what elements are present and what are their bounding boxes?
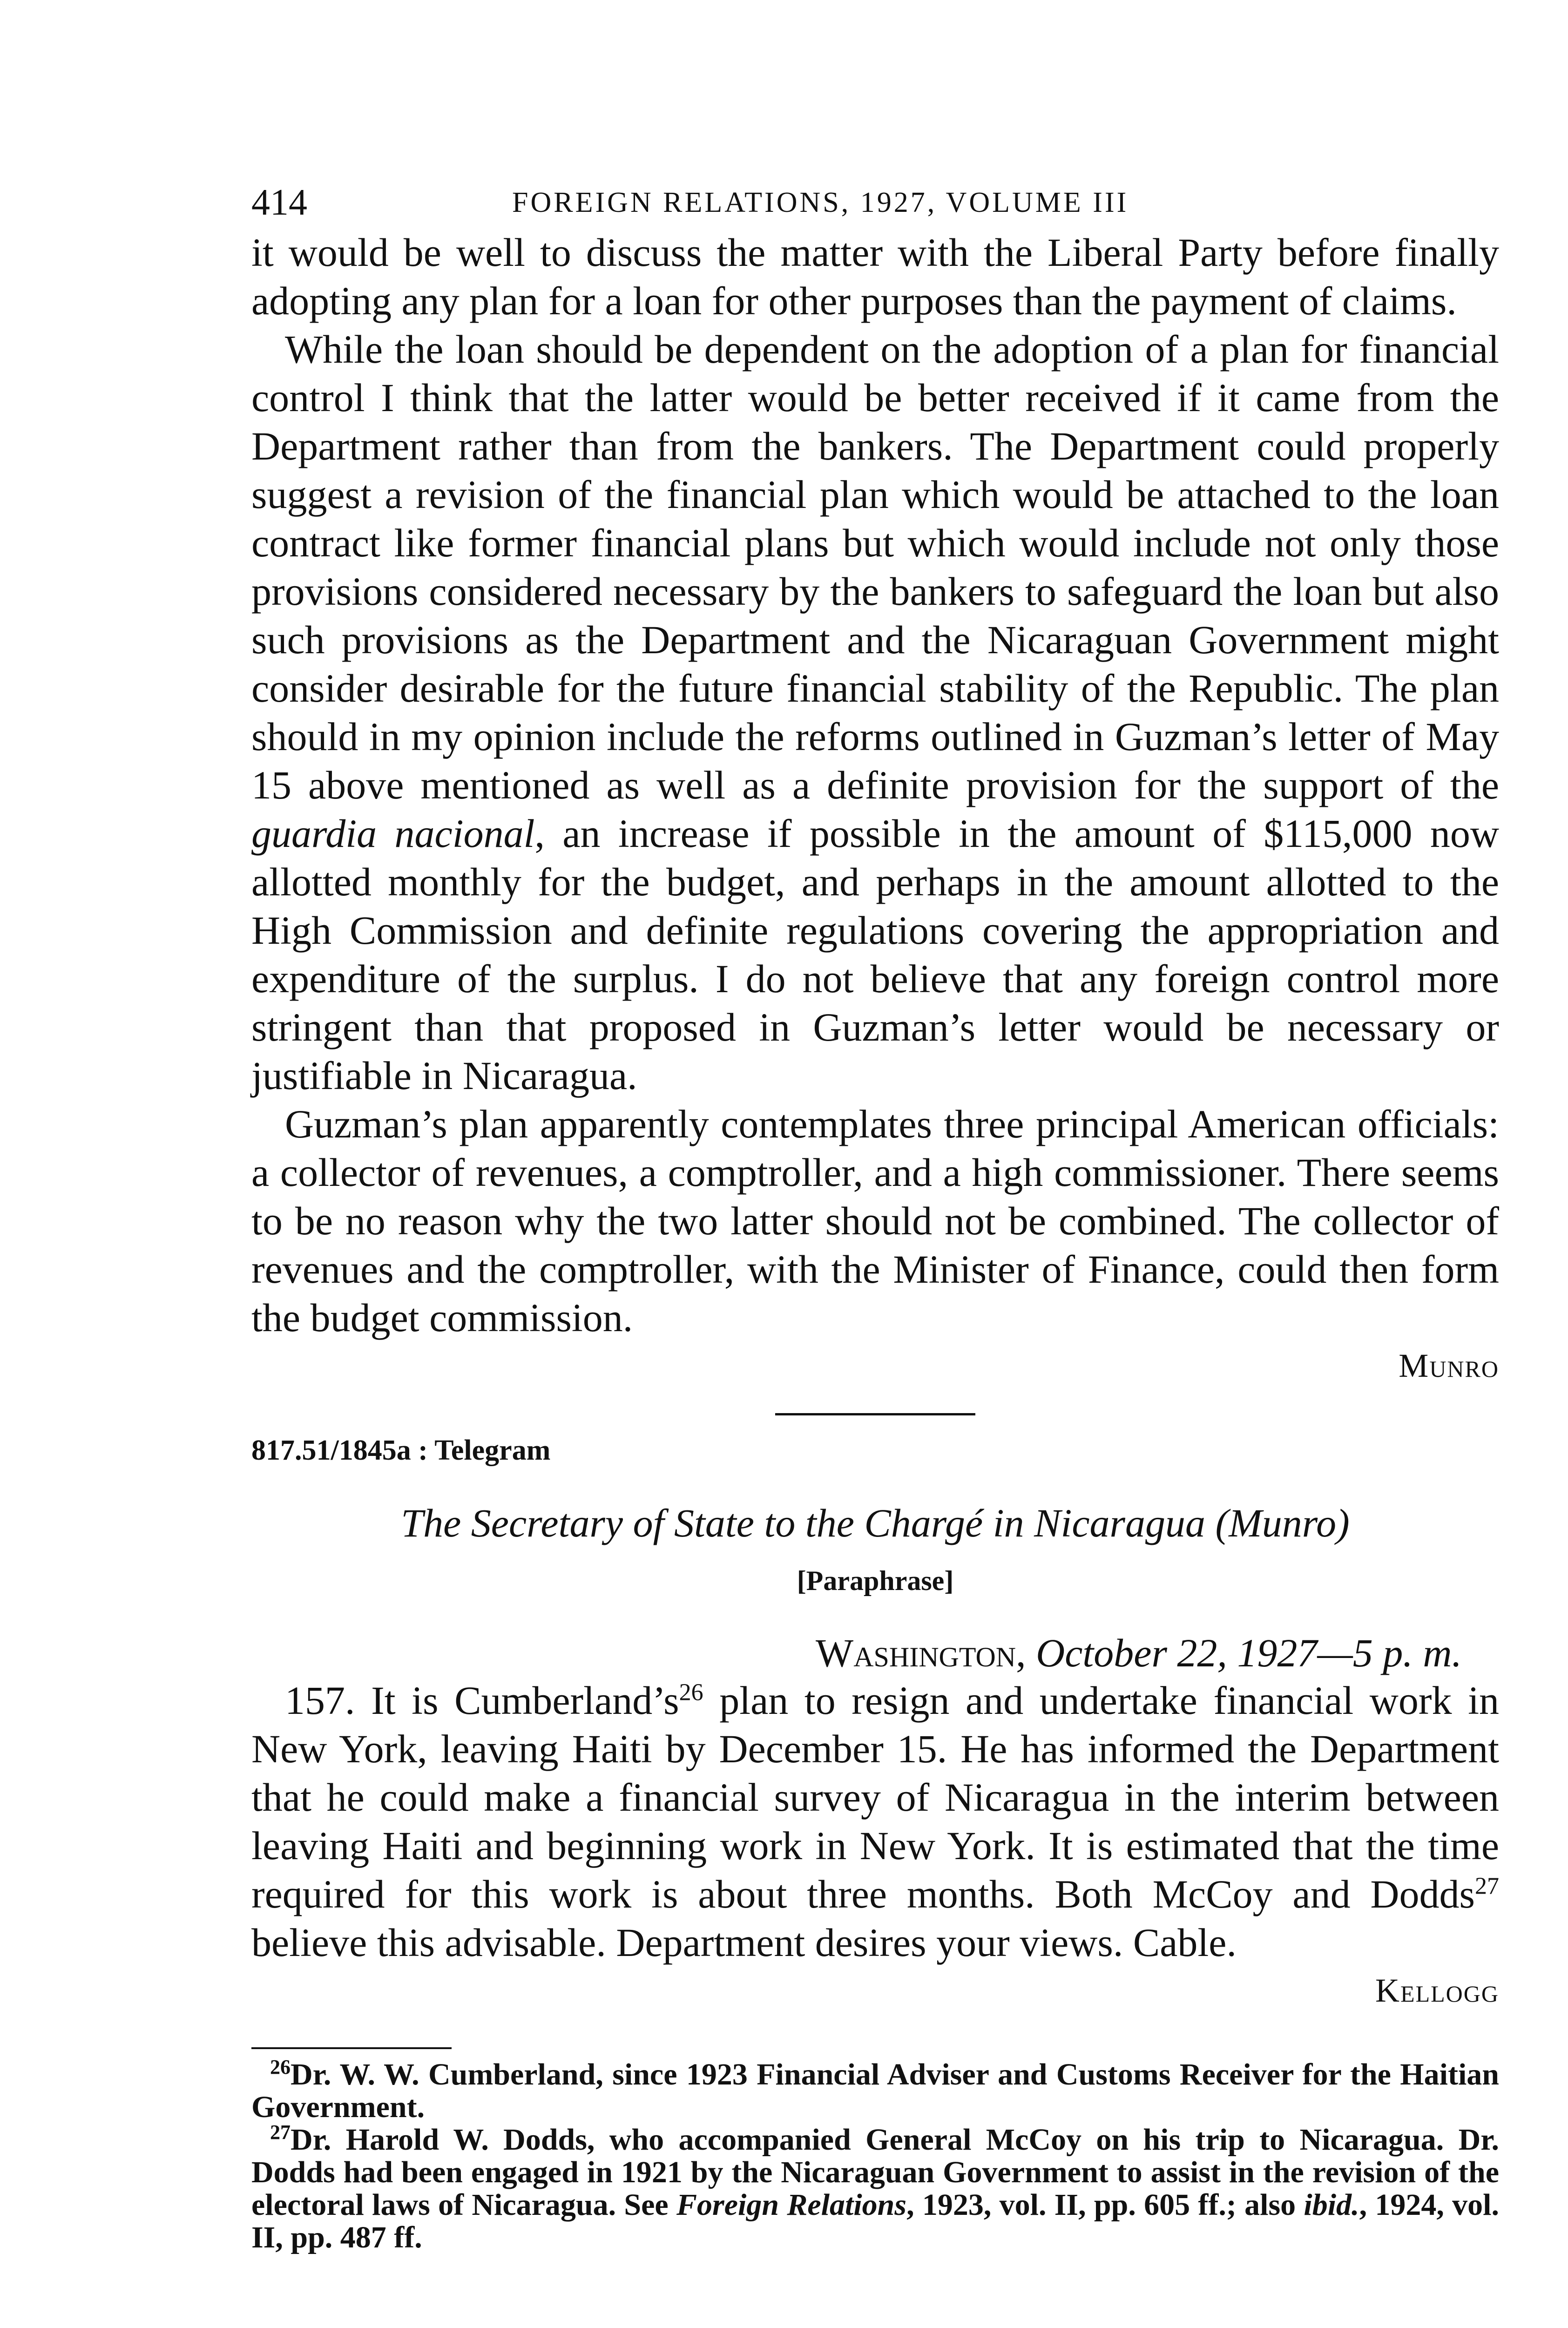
telegram-file-reference: 817.51/1845a : Telegram xyxy=(251,1435,551,1466)
footnote-ref-27: 27 xyxy=(1475,1873,1499,1900)
footnote-27-text-b: , 1923, vol. xyxy=(906,2188,1054,2222)
footnote-27-text-d: , 1924, vol. xyxy=(1359,2188,1499,2222)
telegram-body xyxy=(251,1676,1499,1967)
footnotes xyxy=(251,2058,1499,2254)
page-header xyxy=(251,172,1499,228)
telegram-title-recipient: (Munro) xyxy=(1215,1501,1350,1545)
memo-paragraph-2 xyxy=(251,325,1499,1100)
telegram-body-b: plan to resign and undertake financial work in New York, leaving Haiti by December 15. He has informed the Department that he could make a financial survey of Nicaragua in the interim between leaving Haiti and beginning work in New York. It is estimated that the time required for this work is about three months. Both McCoy and Dodds xyxy=(251,1678,1500,1916)
footnote-27-text-a: Dr. Harold W. Dodds, who accompanied General McCoy on his trip to Nicaragua. Dr. Dodds had been engaged in 1921 by the Nicaraguan Government to assist in the revision of the electoral laws of Nicaragua. See xyxy=(251,2123,1499,2222)
memo-paragraph-2-text: While the loan should be dependent on the adoption of a plan for financial control I think that the latter would be better received if it came from the Department rather than from the bankers. The Department could properly suggest a revision of the financial plan which would be attached to the loan contract like former financial plans but which would include not only those provisions considered necessary by the bankers to safeguard the loan but also such provisions as the Department and the Nicaraguan Government might consider desirable for the future financial stability of the Republic. The plan should in my opinion include the reforms outlined in Guzman’s letter of May 15 above mentioned as well as a definite provision for the support of the xyxy=(251,327,1499,807)
footnote-27-text-c: , pp. 605 ff.; also xyxy=(1078,2188,1304,2222)
telegram-paragraph xyxy=(251,1676,1499,1967)
footnote-27-italic-1: Foreign Relations xyxy=(676,2188,907,2222)
footnote-27-vol-2: II xyxy=(251,2220,276,2254)
guardia-nacional-term: guardia nacional xyxy=(251,811,535,856)
telegram-body-a: 157. It is Cumberland’s xyxy=(285,1678,679,1723)
footnote-26 xyxy=(251,2058,1499,2124)
memo-paragraph-1: it would be well to discuss the matter with the Liberal Party before finally adopting any plan for a loan for other purposes than the payment of claims. xyxy=(251,230,1499,323)
footnote-27-vol-1: II xyxy=(1054,2188,1079,2222)
dateline-date: October 22, 1927—5 p. m. xyxy=(1036,1631,1462,1675)
footnote-26-text: Dr. W. W. Cumberland, since 1923 Financial Adviser and Customs Receiver for the Haitian Government. xyxy=(251,2057,1499,2124)
footnote-27 xyxy=(251,2121,1499,2254)
telegram-signature: Kellogg xyxy=(1375,1972,1499,2009)
telegram-title-text: The Secretary of State to the Chargé in Nicaragua xyxy=(401,1501,1206,1545)
dateline-place: Washington, xyxy=(816,1631,1026,1675)
telegram-body-c: believe this advisable. Department desires your views. Cable. xyxy=(251,1920,1237,1965)
footnote-ref-26: 26 xyxy=(679,1679,703,1706)
page-number: 414 xyxy=(251,182,307,223)
footnote-rule xyxy=(251,2047,452,2049)
memo-body xyxy=(251,228,1499,1342)
memo-paragraph-2-rest: , an increase if possible in the amount of $115,000 now allotted monthly for the budget, and perhaps in the amount allotted to the High Commission and definite regulations covering the appropriation and expenditure of the surplus. I do not believe that any foreign control more stringent than that proposed in Guzman’s letter would be necessary or justifiable in Nicaragua. xyxy=(251,811,1500,1098)
footnote-27-text-e: , pp. 487 ff. xyxy=(275,2220,422,2254)
footnote-27-mark: 27 xyxy=(270,2121,291,2144)
paraphrase-label: [Paraphrase] xyxy=(797,1565,954,1596)
footnote-26-mark: 26 xyxy=(270,2056,291,2078)
memo-paragraph-3: Guzman’s plan apparently contemplates three principal American officials: a collector of revenues, a comptroller, and a high commissioner. There seems to be no reason why the two latter should not be combined. The collector of revenues and the comptroller, with the Minister of Finance, could then form the budget commission. xyxy=(251,1102,1499,1340)
telegram-title xyxy=(251,1500,1499,1546)
memo-signature: Munro xyxy=(1399,1347,1499,1384)
dateline xyxy=(251,1630,1499,1676)
running-title: FOREIGN RELATIONS, 1927, VOLUME III xyxy=(512,187,1129,218)
footnote-27-italic-2: ibid. xyxy=(1304,2188,1359,2222)
document-page xyxy=(251,172,1499,2254)
section-divider xyxy=(775,1413,975,1415)
